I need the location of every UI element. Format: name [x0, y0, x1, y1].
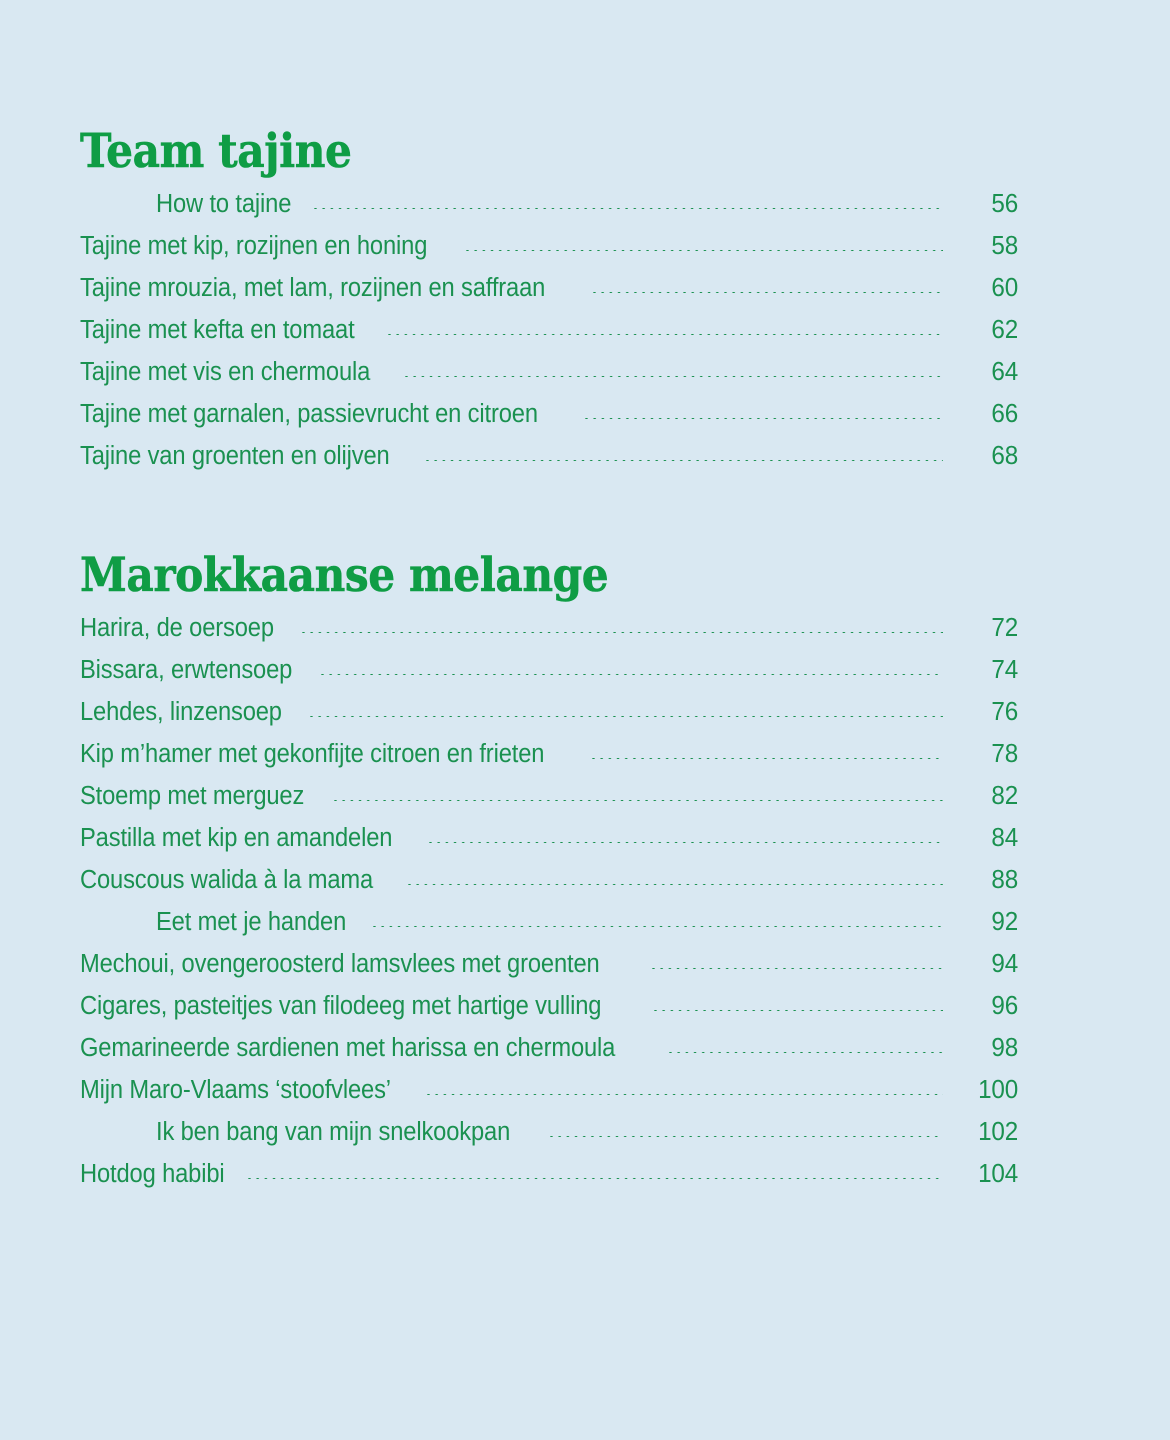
dot-leader: [388, 334, 943, 335]
toc-entry[interactable]: [80, 273, 1018, 315]
toc-entry-title-wrap: [80, 697, 297, 727]
toc-entry-title: Pastilla met kip en amandelen: [80, 824, 393, 852]
toc-entry-title-wrap: [80, 189, 301, 219]
toc-page-number: 74: [991, 656, 1018, 684]
toc-entry-title-wrap: [80, 613, 289, 643]
toc-entry-title-wrap: [80, 1117, 537, 1147]
section-heading: Marokkaanse melange: [80, 548, 609, 603]
toc-entry-title: Tajine met kip, rozijnen en honing: [80, 232, 428, 260]
toc-entry[interactable]: [80, 441, 1018, 483]
dot-leader: [373, 926, 943, 927]
toc-entry-title-wrap: [80, 823, 416, 853]
toc-entry-title-wrap: [80, 1159, 235, 1189]
dot-leader: [302, 632, 944, 633]
toc-entry-title: Tajine met kefta en tomaat: [80, 316, 355, 344]
toc-entry-list: [80, 613, 1018, 1201]
toc-entry[interactable]: [80, 315, 1018, 357]
toc-entry[interactable]: [80, 949, 1018, 991]
toc-entry[interactable]: [80, 865, 1018, 907]
toc-entry-title: Mechoui, ovengeroosterd lamsvlees met groenten: [80, 950, 600, 978]
toc-entry-title: Tajine met vis en chermoula: [80, 358, 371, 386]
toc-entry-title: Hotdog habibi: [80, 1160, 225, 1188]
toc-entry-title-wrap: [80, 781, 321, 811]
toc-page-number: 94: [991, 950, 1018, 978]
dot-leader: [652, 968, 943, 969]
toc-page-number: 66: [991, 400, 1018, 428]
dot-leader: [314, 208, 943, 209]
toc-page-number: 64: [991, 358, 1018, 386]
toc-entry[interactable]: [80, 613, 1018, 655]
toc-entry-title: Bissara, erwtensoep: [80, 656, 293, 684]
dot-leader: [426, 460, 943, 461]
dot-leader: [334, 800, 943, 801]
dot-leader: [593, 292, 943, 293]
dot-leader: [310, 716, 943, 717]
toc-page-number: 88: [991, 866, 1018, 894]
toc-entry-title-wrap: [80, 865, 395, 895]
dot-leader: [654, 1010, 943, 1011]
toc-entry-title: Tajine met garnalen, passievrucht en citroen: [80, 400, 538, 428]
toc-entry-title: Tajine van groenten en olijven: [80, 442, 390, 470]
dot-leader: [429, 842, 943, 843]
dot-leader: [405, 376, 943, 377]
toc-entry[interactable]: [80, 907, 1018, 949]
toc-page-number: 104: [978, 1160, 1018, 1188]
toc-entry[interactable]: [80, 697, 1018, 739]
toc-entry[interactable]: [80, 1117, 1018, 1159]
toc-entry[interactable]: [80, 823, 1018, 865]
dot-leader: [669, 1052, 943, 1053]
toc-entry-title-wrap: [80, 273, 580, 303]
dot-leader: [585, 418, 943, 419]
toc-entry[interactable]: [80, 1075, 1018, 1117]
toc-entry[interactable]: [80, 781, 1018, 823]
toc-entry-title: How to tajine: [156, 190, 292, 218]
toc-entry-title: Ik ben bang van mijn snelkookpan: [156, 1118, 511, 1146]
toc-entry-list: [80, 189, 1018, 483]
dot-leader: [427, 1094, 943, 1095]
toc-entry-title-wrap: [80, 907, 360, 937]
toc-page-number: 68: [991, 442, 1018, 470]
toc-entry[interactable]: [80, 1159, 1018, 1201]
toc-entry-title-wrap: [80, 949, 639, 979]
toc-page-number: 72: [991, 614, 1018, 642]
toc-entry-title-wrap: [80, 739, 579, 769]
toc-entry-title: Stoemp met merguez: [80, 782, 305, 810]
toc-entry[interactable]: [80, 189, 1018, 231]
toc-page-number: 62: [991, 316, 1018, 344]
toc-page-number: 82: [991, 782, 1018, 810]
dot-leader: [248, 1178, 943, 1179]
toc-entry-title-wrap: [80, 991, 641, 1021]
toc-page-number: 60: [991, 274, 1018, 302]
toc-entry-title-wrap: [80, 399, 572, 429]
toc-entry-title: Cigares, pasteitjes van filodeeg met hartige vulling: [80, 992, 602, 1020]
toc-entry-title: Harira, de oersoep: [80, 614, 274, 642]
toc-page-number: 100: [978, 1076, 1018, 1104]
dot-leader: [466, 250, 943, 251]
toc-entry-title-wrap: [80, 357, 392, 387]
toc-page-number: 58: [991, 232, 1018, 260]
toc-page-number: 56: [991, 190, 1018, 218]
dot-leader: [321, 674, 943, 675]
toc-entry-title-wrap: [80, 315, 375, 345]
toc-entry[interactable]: [80, 739, 1018, 781]
toc-entry-title: Gemarineerde sardienen met harissa en chermoula: [80, 1034, 616, 1062]
toc-entry[interactable]: [80, 231, 1018, 273]
toc-entry-title-wrap: [80, 1075, 414, 1105]
toc-entry-title: Kip m’hamer met gekonfijte citroen en frieten: [80, 740, 545, 768]
dot-leader: [550, 1136, 943, 1137]
toc-entry-title: Eet met je handen: [156, 908, 347, 936]
toc-page-number: 98: [991, 1034, 1018, 1062]
toc-page-number: 102: [978, 1118, 1018, 1146]
toc-entry-title-wrap: [80, 655, 308, 685]
toc-entry[interactable]: [80, 399, 1018, 441]
toc-entry-title: Lehdes, linzensoep: [80, 698, 282, 726]
toc-entry-title-wrap: [80, 1033, 656, 1063]
toc-entry[interactable]: [80, 1033, 1018, 1075]
toc-entry-title-wrap: [80, 231, 453, 261]
toc-page-number: 76: [991, 698, 1018, 726]
toc-page-number: 92: [991, 908, 1018, 936]
section-heading: Team tajine: [80, 124, 352, 179]
toc-entry[interactable]: [80, 991, 1018, 1033]
dot-leader: [408, 884, 943, 885]
toc-page-number: 96: [991, 992, 1018, 1020]
toc-entry-title: Mijn Maro-Vlaams ‘stoofvlees’: [80, 1076, 391, 1104]
toc-entry-title: Couscous walida à la mama: [80, 866, 374, 894]
dot-leader: [592, 758, 943, 759]
toc-page-number: 84: [991, 824, 1018, 852]
toc-entry[interactable]: [80, 357, 1018, 399]
toc-entry-title: Tajine mrouzia, met lam, rozijnen en saffraan: [80, 274, 546, 302]
toc-entry-title-wrap: [80, 441, 413, 471]
toc-page-number: 78: [991, 740, 1018, 768]
toc-entry[interactable]: [80, 655, 1018, 697]
